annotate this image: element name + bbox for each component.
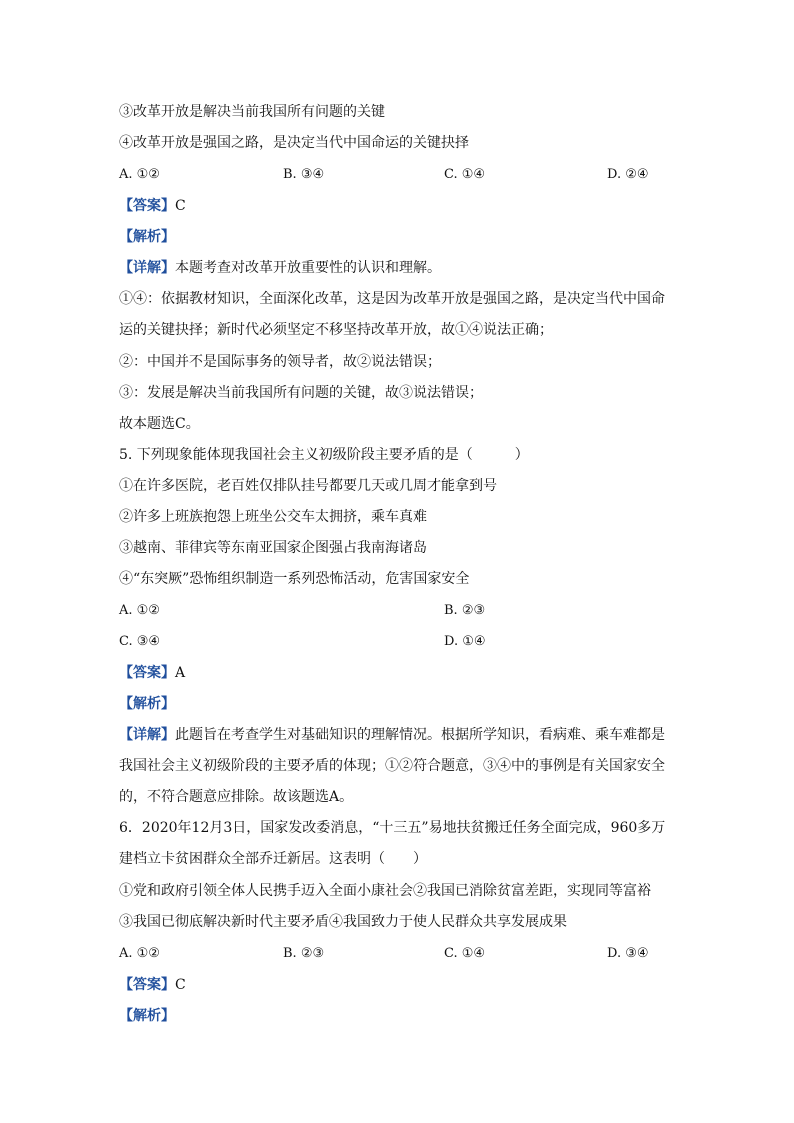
q4-option-d: D. ②④ <box>607 167 649 182</box>
q4-explanation-2: ②：中国并不是国际事务的领导者，故②说法错误； <box>119 354 441 370</box>
answer-value: A <box>175 665 186 681</box>
detail-text: 此题旨在考查学生对基础知识的理解情况。根据所学知识，看病难、乘车难都是 <box>175 727 665 743</box>
q4-statement-3: ③改革开放是解决当前我国所有问题的关键 <box>119 104 385 120</box>
q5-stem: 5. 下列现象能体现我国社会主义初级阶段主要矛盾的是（ ） <box>119 447 529 463</box>
answer-value: C <box>175 977 186 993</box>
answer-tag: 【答案】 <box>119 977 175 993</box>
q4-explanation-3: ③：发展是解决当前我国所有问题的关键，故③说法错误； <box>119 385 483 401</box>
q4-analysis <box>119 227 175 247</box>
q5-statement-4: ④“东突厥”恐怖组织制造一系列恐怖活动，危害国家安全 <box>119 571 470 587</box>
q4-conclusion: 故本题选C。 <box>119 416 200 432</box>
q5-option-b: B. ②③ <box>444 603 486 618</box>
q5-option-d: D. ①④ <box>444 634 486 649</box>
q4-answer <box>119 196 186 216</box>
q6-statements-1-2: ①党和政府引领全体人民携手迈入全面小康社会②我国已消除贫富差距，实现同等富裕 <box>119 883 651 899</box>
q6-stem-2: 建档立卡贫困群众全部乔迁新居。这表明（ ） <box>119 851 427 867</box>
analysis-tag: 【解析】 <box>119 1008 175 1024</box>
q5-option-a: A. ①② <box>119 603 160 618</box>
q6-analysis <box>119 1006 175 1026</box>
q6-option-c: C. ①④ <box>444 946 486 961</box>
q6-option-a: A. ①② <box>119 946 160 961</box>
q5-detail-2: 我国社会主义初级阶段的主要矛盾的体现；①②符合题意，③④中的事例是有关国家安全 <box>119 758 665 774</box>
q5-statement-2: ②许多上班族抱怨上班坐公交车太拥挤，乘车真难 <box>119 509 427 525</box>
q5-statement-3: ③越南、菲律宾等东南亚国家企图强占我南海诸岛 <box>119 540 427 556</box>
q5-analysis <box>119 694 175 714</box>
q6-statements-3-4: ③我国已彻底解决新时代主要矛盾④我国致力于使人民群众共享发展成果 <box>119 914 567 930</box>
answer-tag: 【答案】 <box>119 198 175 214</box>
q5-statement-1: ①在许多医院，老百姓仅排队挂号都要几天或几周才能拿到号 <box>119 478 497 494</box>
q4-explanation-1a: ①④：依据教材知识，全面深化改革，这是因为改革开放是强国之路，是决定当代中国命 <box>119 291 665 307</box>
detail-text: 本题考查对改革开放重要性的认识和理解。 <box>175 260 441 276</box>
analysis-tag: 【解析】 <box>119 229 175 245</box>
q4-option-b: B. ③④ <box>283 167 325 182</box>
q4-option-a: A. ①② <box>119 167 160 182</box>
q5-answer <box>119 663 185 683</box>
q5-option-c: C. ③④ <box>119 634 161 649</box>
q4-explanation-1b: 运的关键抉择；新时代必须坚定不移坚持改革开放，故①④说法正确； <box>119 322 553 338</box>
q5-detail-3: 的，不符合题意应排除。故该题选A。 <box>119 789 354 805</box>
q5-detail <box>119 725 665 745</box>
detail-tag: 【详解】 <box>119 260 175 276</box>
q6-stem-1: 6．2020年12月3日，国家发改委消息，“十三五”易地扶贫搬迁任务全面完成，960多万 <box>119 820 666 836</box>
answer-value: C <box>175 198 186 214</box>
answer-tag: 【答案】 <box>119 665 175 681</box>
detail-tag: 【详解】 <box>119 727 175 743</box>
q6-option-d: D. ③④ <box>607 946 649 961</box>
q4-statement-4: ④改革开放是强国之路，是决定当代中国命运的关键抉择 <box>119 135 469 151</box>
q4-detail <box>119 258 441 278</box>
q4-option-c: C. ①④ <box>444 167 486 182</box>
analysis-tag: 【解析】 <box>119 696 175 712</box>
q6-option-b: B. ②③ <box>283 946 325 961</box>
q6-answer <box>119 975 186 995</box>
